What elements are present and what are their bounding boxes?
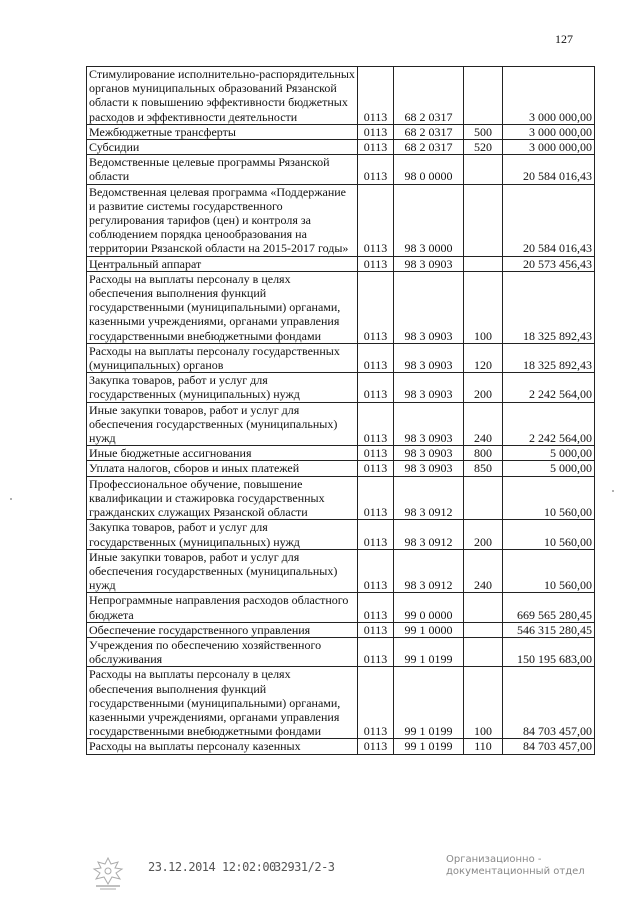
cell-sum: 84 703 457,00	[503, 739, 595, 754]
cell-name: Уплата налогов, сборов и иных платежей	[87, 461, 358, 476]
budget-table-body	[87, 67, 595, 755]
table-row	[87, 402, 595, 446]
table-row	[87, 739, 595, 754]
cell-section: 0113	[358, 461, 394, 476]
table-row	[87, 155, 595, 184]
cell-target: 68 2 0317	[394, 124, 464, 139]
cell-sum: 2 242 564,00	[503, 373, 595, 402]
cell-name: Расходы на выплаты персоналу в целях обеспечения выполнения функций государственными (муниципальными) органами, казенными учреждениями, органами управления государственными внебюджетными фондами	[87, 271, 358, 343]
cell-target: 98 3 0903	[394, 446, 464, 461]
cell-name: Расходы на выплаты персоналу казенных	[87, 739, 358, 754]
cell-sum: 669 565 280,45	[503, 593, 595, 622]
table-row	[87, 637, 595, 666]
cell-sum: 20 584 016,43	[503, 184, 595, 256]
cell-target: 98 0 0000	[394, 155, 464, 184]
cell-sum: 20 584 016,43	[503, 155, 595, 184]
cell-type: 850	[464, 461, 503, 476]
stamp-org-line2: документационный отдел	[446, 866, 585, 877]
cell-name: Иные закупки товаров, работ и услуг для обеспечения государственных (муниципальных) нужд	[87, 402, 358, 446]
table-row	[87, 593, 595, 622]
cell-section: 0113	[358, 155, 394, 184]
cell-sum: 10 560,00	[503, 520, 595, 549]
table-row	[87, 124, 595, 139]
stamp-org	[446, 854, 585, 878]
cell-sum: 150 195 683,00	[503, 637, 595, 666]
cell-type	[464, 622, 503, 637]
cell-target: 68 2 0317	[394, 67, 464, 125]
cell-section: 0113	[358, 476, 394, 520]
cell-type: 110	[464, 739, 503, 754]
cell-name: Стимулирование исполнительно-распорядительных органов муниципальных образований Рязанской области к повышению эффективности бюджетных расходов и эффективности деятельности	[87, 67, 358, 125]
emblem-seal-icon	[88, 856, 128, 890]
cell-name: Иные закупки товаров, работ и услуг для обеспечения государственных (муниципальных) нужд	[87, 549, 358, 593]
cell-name: Расходы на выплаты персоналу государственных (муниципальных) органов	[87, 343, 358, 372]
cell-section: 0113	[358, 622, 394, 637]
cell-type: 200	[464, 373, 503, 402]
cell-sum: 10 560,00	[503, 549, 595, 593]
cell-name: Закупка товаров, работ и услуг для государственных (муниципальных) нужд	[87, 373, 358, 402]
cell-type: 100	[464, 667, 503, 739]
cell-section: 0113	[358, 446, 394, 461]
cell-type: 500	[464, 124, 503, 139]
cell-target: 99 0 0000	[394, 593, 464, 622]
cell-section: 0113	[358, 184, 394, 256]
table-row	[87, 184, 595, 256]
cell-target: 99 1 0199	[394, 637, 464, 666]
cell-section: 0113	[358, 373, 394, 402]
cell-target: 98 3 0903	[394, 402, 464, 446]
cell-name: Обеспечение государственного управления	[87, 622, 358, 637]
cell-sum: 18 325 892,43	[503, 271, 595, 343]
cell-name: Центральный аппарат	[87, 256, 358, 271]
cell-section: 0113	[358, 271, 394, 343]
cell-name: Расходы на выплаты персоналу в целях обеспечения выполнения функций государственными (муниципальными) органами, казенными учреждениями, органами управления государственными внебюджетными фондами	[87, 667, 358, 739]
cell-section: 0113	[358, 140, 394, 155]
cell-type	[464, 256, 503, 271]
cell-target: 98 3 0903	[394, 343, 464, 372]
cell-target: 98 3 0912	[394, 476, 464, 520]
cell-sum: 3 000 000,00	[503, 140, 595, 155]
cell-sum: 84 703 457,00	[503, 667, 595, 739]
table-row	[87, 446, 595, 461]
cell-sum: 18 325 892,43	[503, 343, 595, 372]
page-footer	[0, 846, 640, 896]
cell-type	[464, 476, 503, 520]
cell-target: 98 3 0912	[394, 520, 464, 549]
cell-sum: 5 000,00	[503, 446, 595, 461]
cell-sum: 3 000 000,00	[503, 67, 595, 125]
cell-name: Закупка товаров, работ и услуг для государственных (муниципальных) нужд	[87, 520, 358, 549]
cell-name: Профессиональное обучение, повышение квалификации и стажировка государственных гражданских служащих Рязанской области	[87, 476, 358, 520]
cell-section: 0113	[358, 739, 394, 754]
table-row	[87, 343, 595, 372]
cell-type: 100	[464, 271, 503, 343]
stamp-code: 32931/2-3	[274, 860, 335, 874]
margin-speck	[10, 498, 12, 500]
cell-sum: 5 000,00	[503, 461, 595, 476]
table-row	[87, 373, 595, 402]
cell-type: 200	[464, 520, 503, 549]
cell-type	[464, 593, 503, 622]
cell-target: 68 2 0317	[394, 140, 464, 155]
table-row	[87, 67, 595, 125]
cell-type	[464, 155, 503, 184]
cell-name: Ведомственная целевая программа «Поддержание и развитие системы государственного регулирования тарифов (цен) и контроля за соблюдением порядка ценообразования на территории Рязанской области на 2015-2017 годы»	[87, 184, 358, 256]
cell-type: 120	[464, 343, 503, 372]
cell-section: 0113	[358, 402, 394, 446]
cell-target: 98 3 0903	[394, 271, 464, 343]
stamp-date: 23.12.2014 12:02:00	[148, 860, 276, 874]
table-row	[87, 271, 595, 343]
table-row	[87, 256, 595, 271]
cell-name: Иные бюджетные ассигнования	[87, 446, 358, 461]
margin-speck	[612, 490, 614, 492]
cell-name: Непрограммные направления расходов областного бюджета	[87, 593, 358, 622]
cell-name: Ведомственные целевые программы Рязанской области	[87, 155, 358, 184]
cell-sum: 20 573 456,43	[503, 256, 595, 271]
cell-section: 0113	[358, 520, 394, 549]
cell-target: 98 3 0903	[394, 373, 464, 402]
cell-name: Учреждения по обеспечению хозяйственного обслуживания	[87, 637, 358, 666]
cell-target: 99 1 0199	[394, 739, 464, 754]
cell-section: 0113	[358, 67, 394, 125]
table-row	[87, 549, 595, 593]
cell-type: 240	[464, 549, 503, 593]
cell-section: 0113	[358, 549, 394, 593]
page-number: 127	[555, 32, 573, 46]
table-row	[87, 622, 595, 637]
cell-section: 0113	[358, 256, 394, 271]
cell-target: 98 3 0903	[394, 461, 464, 476]
cell-section: 0113	[358, 124, 394, 139]
cell-type: 240	[464, 402, 503, 446]
cell-sum: 3 000 000,00	[503, 124, 595, 139]
cell-target: 98 3 0000	[394, 184, 464, 256]
cell-name: Межбюджетные трансферты	[87, 124, 358, 139]
cell-type: 800	[464, 446, 503, 461]
cell-section: 0113	[358, 667, 394, 739]
table-row	[87, 461, 595, 476]
cell-sum: 10 560,00	[503, 476, 595, 520]
cell-type: 520	[464, 140, 503, 155]
cell-type	[464, 67, 503, 125]
cell-sum: 2 242 564,00	[503, 402, 595, 446]
cell-target: 99 1 0000	[394, 622, 464, 637]
cell-name: Субсидии	[87, 140, 358, 155]
cell-type	[464, 637, 503, 666]
cell-section: 0113	[358, 343, 394, 372]
cell-type	[464, 184, 503, 256]
table-row	[87, 520, 595, 549]
cell-target: 98 3 0903	[394, 256, 464, 271]
cell-sum: 546 315 280,45	[503, 622, 595, 637]
table-row	[87, 140, 595, 155]
table-row	[87, 667, 595, 739]
cell-target: 99 1 0199	[394, 667, 464, 739]
cell-target: 98 3 0912	[394, 549, 464, 593]
stamp-org-line1: Организационно -	[446, 854, 542, 865]
cell-section: 0113	[358, 593, 394, 622]
table-row	[87, 476, 595, 520]
budget-table	[86, 66, 595, 755]
cell-section: 0113	[358, 637, 394, 666]
